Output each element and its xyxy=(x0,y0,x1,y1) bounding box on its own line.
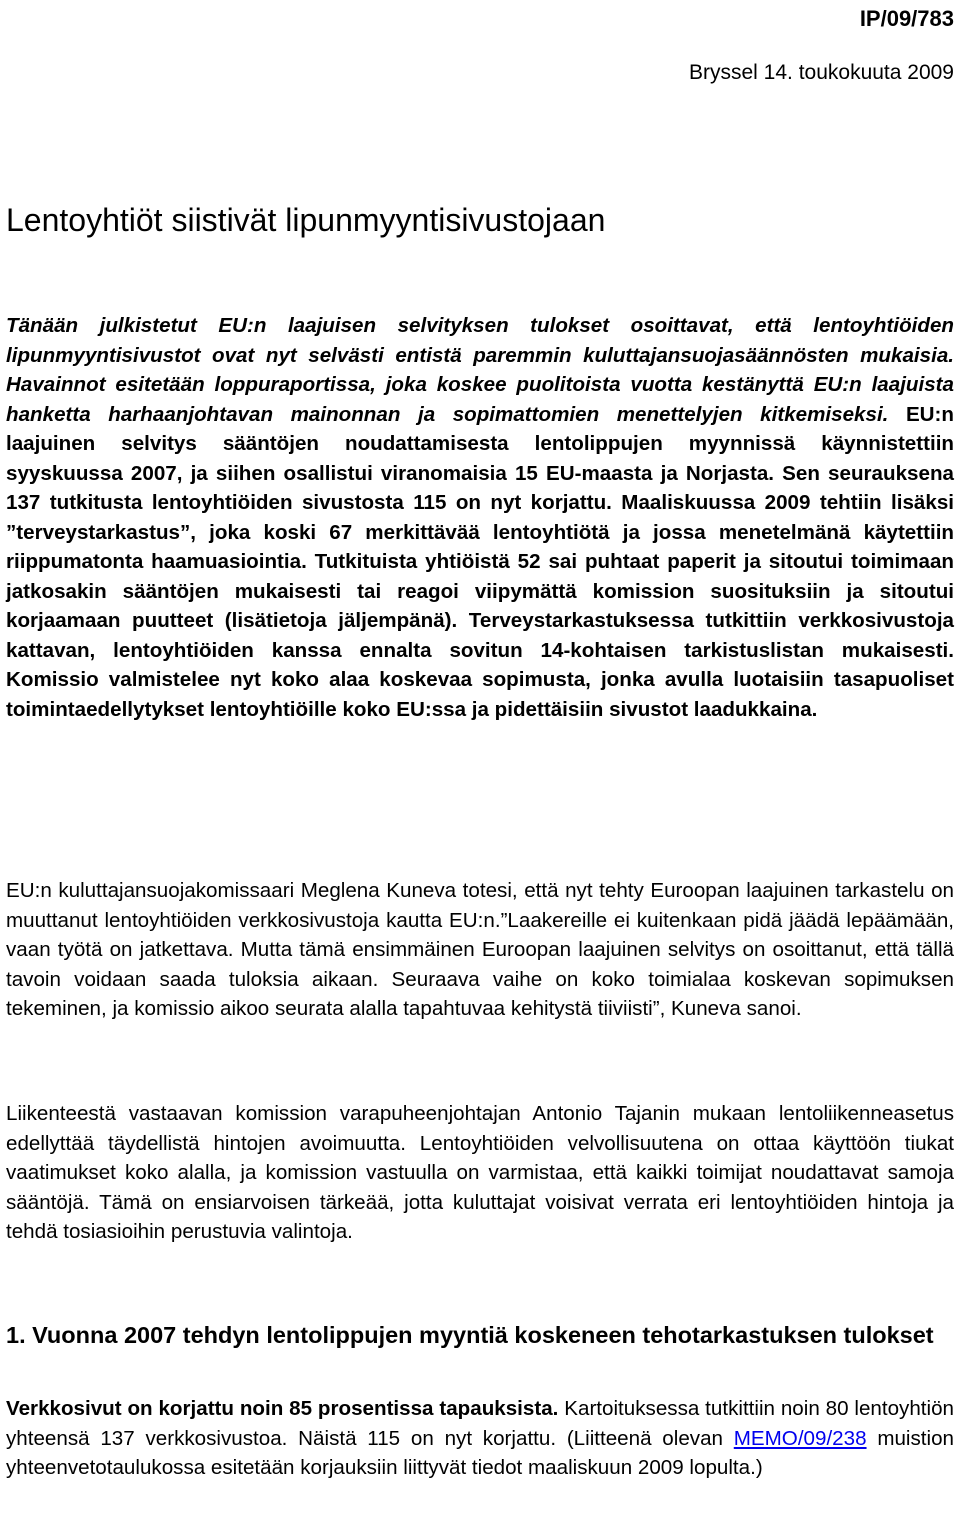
lead-paragraph xyxy=(6,311,954,724)
results-text-after-link: muistion yhteenvetotaulukossa esitetään korjauksiin liittyvät tiedot maaliskuun 2009 lopulta.) xyxy=(6,1426,954,1479)
results-text-before-link: Kartoituksessa tutkittiin noin 80 lentoyhtiön yhteensä 137 verkkosivustoa. Näistä 115 on nyt korjattu. (Liitteenä olevan xyxy=(6,1397,954,1450)
press-release-reference: IP/09/783 xyxy=(859,6,954,31)
tajani-paragraph: Liikenteestä vastaavan komission varapuheenjohtajan Antonio Tajanin mukaan lentoliikenneasetus edellyttää täydellistä hintojen avoimuutta. Lentoyhtiöiden velvollisuutena on ottaa käyttöön tiukat vaatimukset koko alalla, ja komission vastuulla on varmistaa, että kaikki toimijat noudattavat samoja sääntöjä. Tämä on ensiarvoisen tärkeää, jotta kuluttajat voisivat verrata eri lentoyhtiöiden hintoja ja tehdä tosiasioihin perustuvia valintoja. xyxy=(6,1102,954,1243)
lead-italic-text: Tänään julkistetut EU:n laajuisen selvityksen tulokset osoittavat, että lentoyhtiöiden lipunmyyntisivustot ovat nyt selvästi entistä paremmin kuluttajansuojasäännösten mukaisia. Havainnot esitetään loppuraportissa, joka koskee puolitoista vuotta kestänyttä EU:n laajuista hanketta harhaanjohtavan mainonnan ja sopimattomien menettelyjen kitkemiseksi. xyxy=(6,314,954,426)
page-title: Lentoyhtiöt siistivät lipunmyyntisivustojaan xyxy=(6,202,606,238)
section-heading: 1. Vuonna 2007 tehdyn lentolippujen myyntiä koskeneen tehotarkastuksen tulokset xyxy=(6,1322,934,1348)
kuneva-quote-paragraph: EU:n kuluttajansuojakomissaari Meglena Kuneva totesi, että nyt tehty Euroopan laajuinen tarkastelu on muuttanut lentoyhtiöiden verkkosivustoja kautta EU:n.”Laakereille ei kuitenkaan pidä jäädä lepäämään, vaan työtä on jatkettava. Mutta tämä ensimmäinen Euroopan laajuinen selvitys on osoittanut, että tällä tavoin voidaan saada tuloksia aikaan. Seuraava vaihe on koko toimialaa koskevan sopimuksen tekeminen, ja komissio aikoo seurata alalla tapahtuvaa kehitystä tiiviisti”, Kuneva sanoi. xyxy=(6,879,954,1020)
lead-bold-text: EU:n laajuinen selvitys sääntöjen noudattamisesta lentolippujen myynnissä käynnistettiin syyskuussa 2007, ja siihen osallistui viranomaisia 15 EU-maasta ja Norjasta. Sen seurauksena 137 tutkitusta lentoyhtiöiden sivustosta 115 on nyt korjattu. Maaliskuussa 2009 tehtiin lisäksi ”terveystarkastus”, joka koski 67 merkittävää lentoyhtiötä ja jossa menetelmänä käytettiin riippumatonta haamuasiointia. Tutkituista yhtiöistä 52 sai puhtaat paperit ja sitoutui toimimaan jatkosakin sääntöjen mukaisesti tai reagoi viipymättä komission suosituksiin ja sitoutui korjaamaan puutteet (lisätietoja jäljempänä). Terveystarkastuksessa tutkittiin verkkosivustoja kattavan, lentoyhtiöiden kanssa ennalta sovitun 14-kohtaisen tarkistuslistan mukaisesti. Komissio valmistelee nyt koko alaa koskevaa sopimusta, jonka avulla luotaisiin tasapuoliset toimintaedellytykset lentoyhtiöille koko EU:ssa ja pidettäisiin sivustot laadukkaina. xyxy=(6,402,954,721)
memo-link[interactable]: MEMO/09/238 xyxy=(733,1426,867,1450)
results-paragraph xyxy=(6,1394,954,1483)
results-bold-lead: Verkkosivut on korjattu noin 85 prosentissa tapauksista. xyxy=(6,1397,559,1420)
dateline: Bryssel 14. toukokuuta 2009 xyxy=(688,61,954,84)
